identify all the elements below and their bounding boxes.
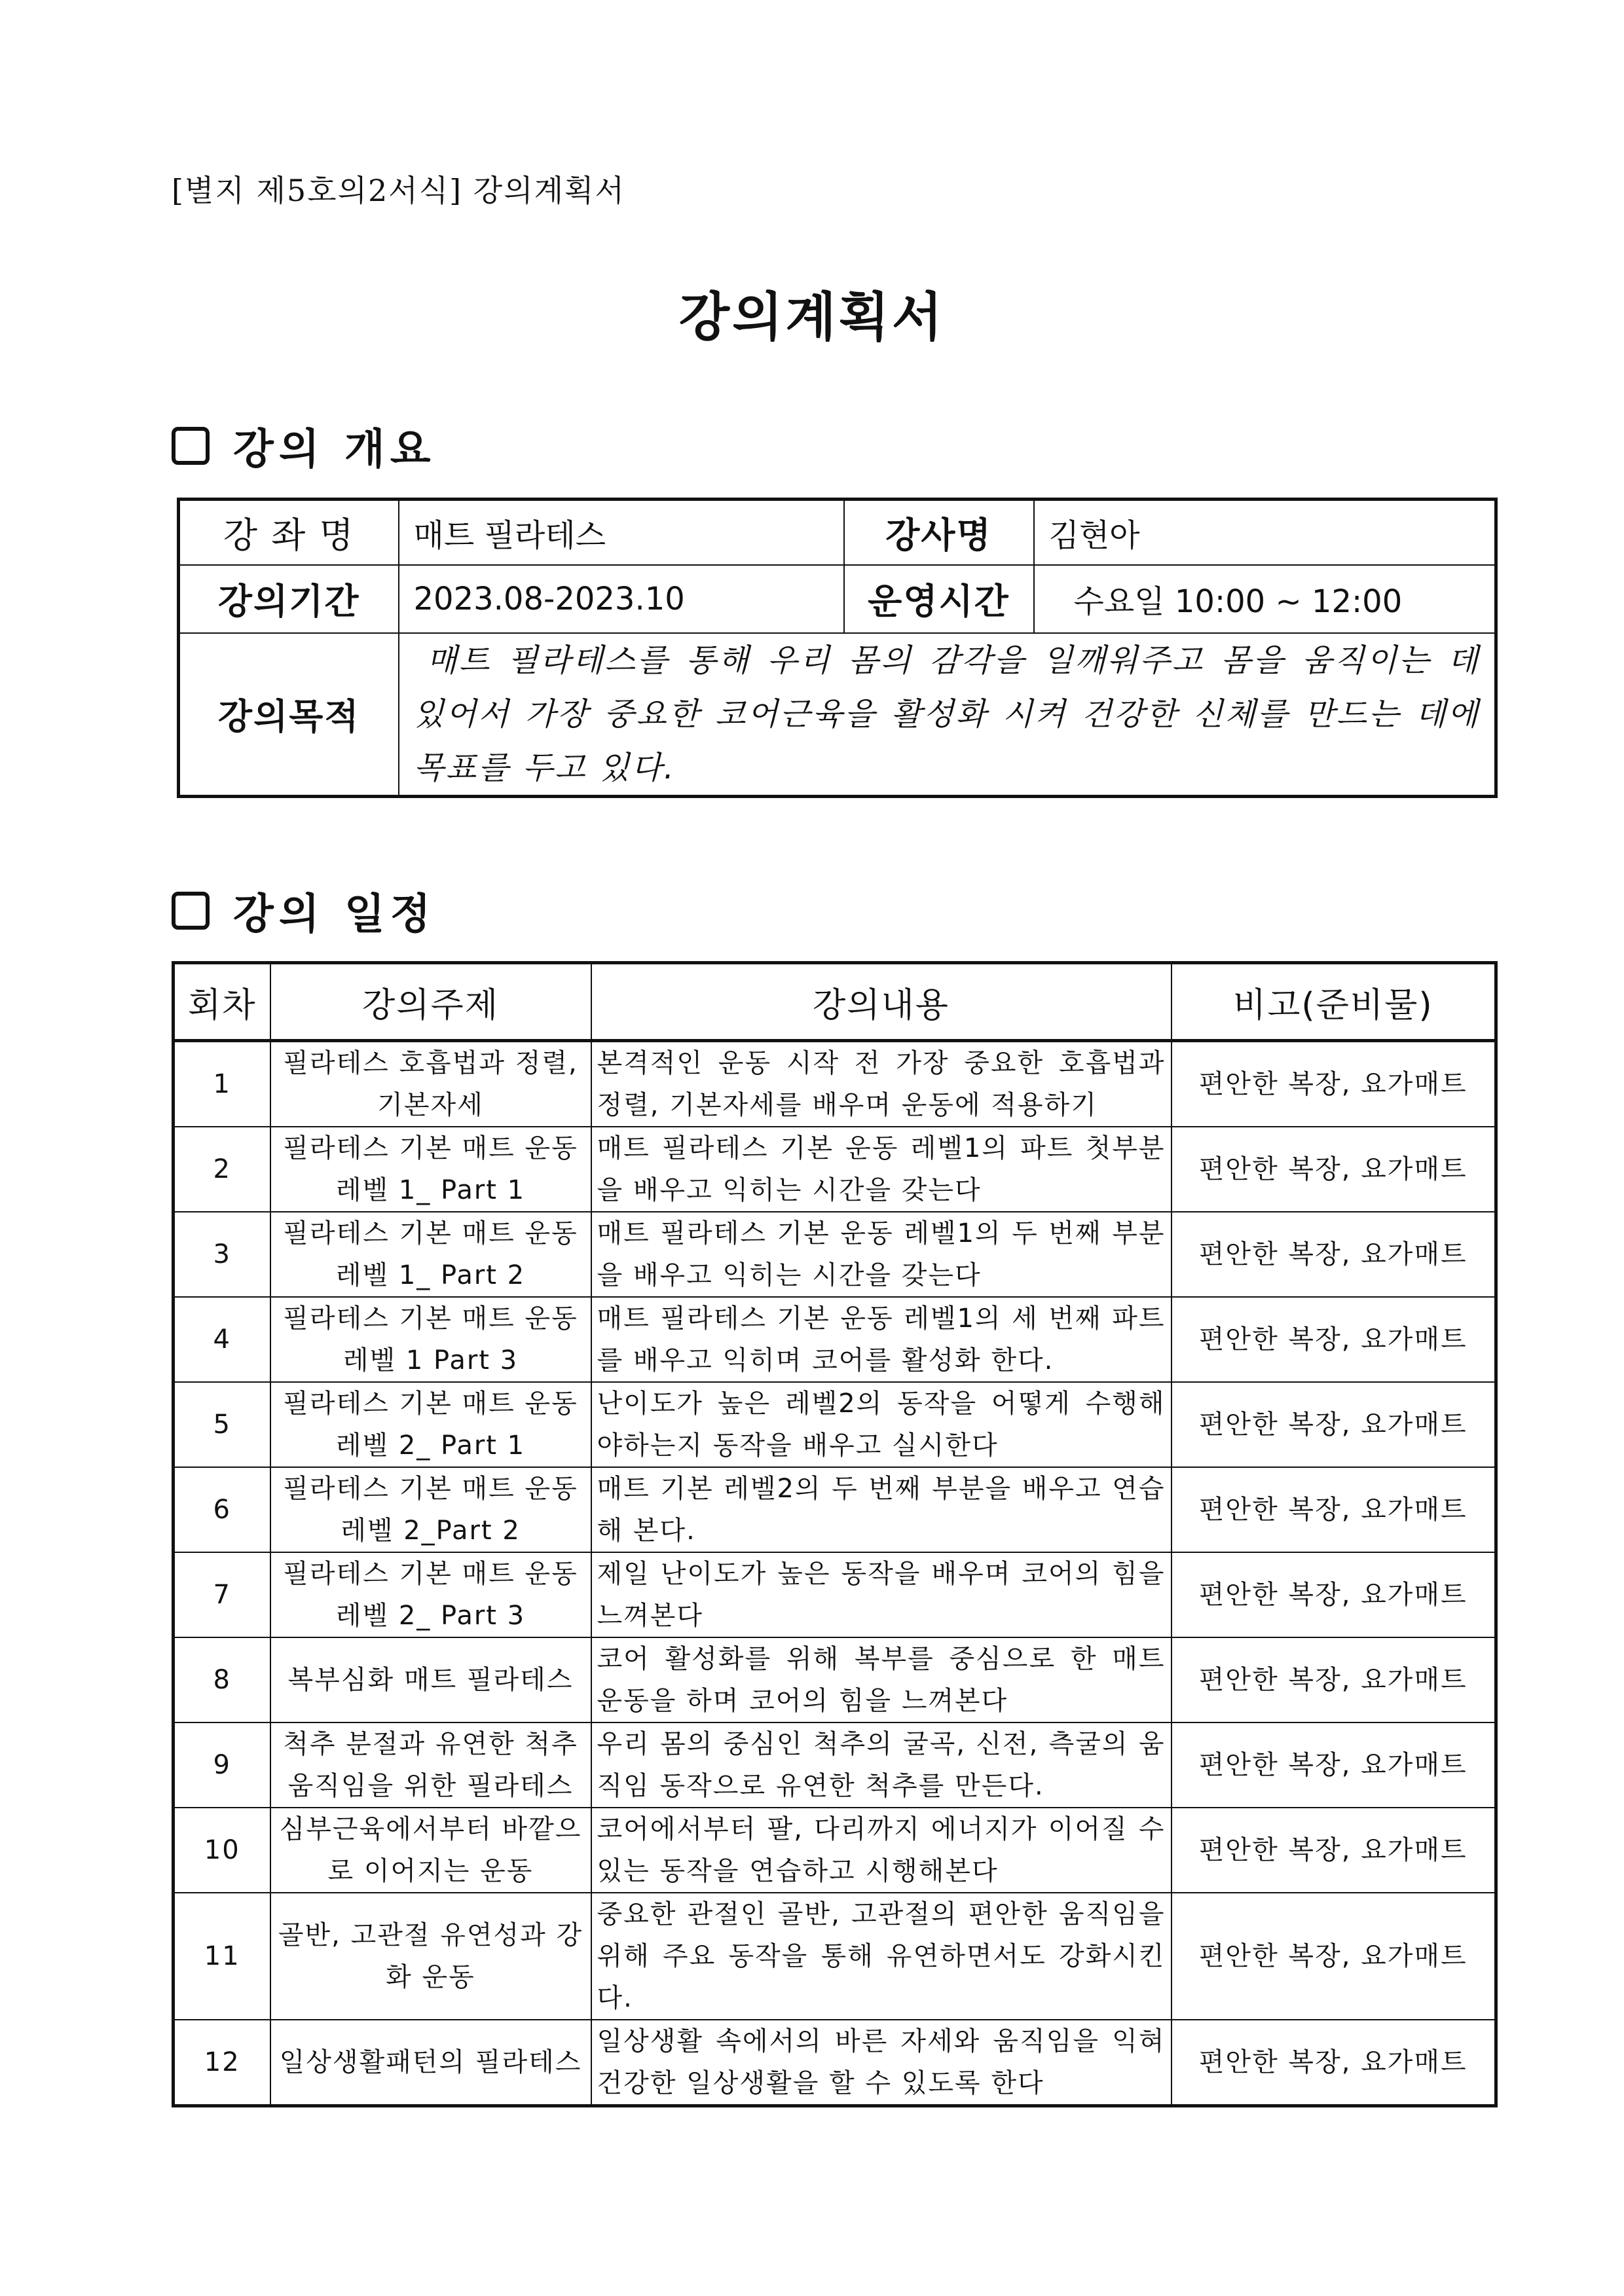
purpose-value: 매트 필라테스를 통해 우리 몸의 감각을 일깨워주고 몸을 움직이는 데 있어서 가장 중요한 코어근육을 활성화 시켜 건강한 신체를 만드는 데에 목표를 두고 있다. (399, 633, 1496, 797)
period-label: 강의기간 (179, 565, 399, 633)
session-topic: 필라테스 기본 매트 운동 레벨 1_ Part 2 (270, 1212, 591, 1297)
session-note: 편안한 복장, 요가매트 (1172, 1637, 1496, 1722)
instructor-value: 김현아 (1034, 500, 1496, 565)
time-label: 운영시간 (844, 565, 1034, 633)
session-content: 본격적인 운동 시작 전 가장 중요한 호흡법과 정렬, 기본자세를 배우며 운동에 적용하기 (591, 1041, 1172, 1127)
course-label: 강 좌 명 (179, 500, 399, 565)
header-session: 회차 (174, 963, 270, 1041)
session-number: 8 (174, 1637, 270, 1722)
section-heading-overview (172, 416, 436, 476)
schedule-table (172, 961, 1498, 2107)
session-number: 7 (174, 1552, 270, 1637)
session-topic: 골반, 고관절 유연성과 강화 운동 (270, 1893, 591, 2020)
session-note: 편안한 복장, 요가매트 (1172, 2020, 1496, 2106)
table-row (174, 1041, 1496, 1127)
session-note: 편안한 복장, 요가매트 (1172, 1041, 1496, 1127)
table-row (174, 1808, 1496, 1893)
instructor-label: 강사명 (844, 500, 1034, 565)
session-note: 편안한 복장, 요가매트 (1172, 1893, 1496, 2020)
time-value: 수요일 10:00 ~ 12:00 (1034, 565, 1496, 633)
session-note: 편안한 복장, 요가매트 (1172, 1467, 1496, 1552)
session-number: 2 (174, 1127, 270, 1212)
header-topic: 강의주제 (270, 963, 591, 1041)
table-row (174, 1552, 1496, 1637)
header-content: 강의내용 (591, 963, 1172, 1041)
session-topic: 척추 분절과 유연한 척추 움직임을 위한 필라테스 (270, 1722, 591, 1808)
session-content: 매트 필라테스 기본 운동 레벨1의 파트 첫부분을 배우고 익히는 시간을 갖는다 (591, 1127, 1172, 1212)
session-content: 제일 난이도가 높은 동작을 배우며 코어의 힘을 느껴본다 (591, 1552, 1172, 1637)
section-title-overview: 강의 개요 (233, 425, 436, 474)
session-topic: 심부근육에서부터 바깥으로 이어지는 운동 (270, 1808, 591, 1893)
table-row (174, 1467, 1496, 1552)
overview-row-purpose (179, 633, 1496, 797)
table-row (174, 1297, 1496, 1382)
session-content: 코어에서부터 팔, 다리까지 에너지가 이어질 수 있는 동작을 연습하고 시행해본다 (591, 1808, 1172, 1893)
session-topic: 필라테스 기본 매트 운동 레벨 1 Part 3 (270, 1297, 591, 1382)
table-row (174, 1722, 1496, 1808)
table-row (174, 2020, 1496, 2106)
table-row (174, 1637, 1496, 1722)
section-title-schedule: 강의 일정 (233, 890, 436, 939)
session-topic: 필라테스 기본 매트 운동 레벨 2_ Part 1 (270, 1382, 591, 1467)
session-note: 편안한 복장, 요가매트 (1172, 1212, 1496, 1297)
session-topic: 필라테스 호흡법과 정렬, 기본자세 (270, 1041, 591, 1127)
session-content: 우리 몸의 중심인 척추의 굴곡, 신전, 측굴의 움직임 동작으로 유연한 척추를 만든다. (591, 1722, 1172, 1808)
session-number: 3 (174, 1212, 270, 1297)
overview-row-period (179, 565, 1496, 633)
session-note: 편안한 복장, 요가매트 (1172, 1552, 1496, 1637)
table-row (174, 1893, 1496, 2020)
session-number: 12 (174, 2020, 270, 2106)
overview-row-course (179, 500, 1496, 565)
session-content: 매트 필라테스 기본 운동 레벨1의 세 번째 파트를 배우고 익히며 코어를 활성화 한다. (591, 1297, 1172, 1382)
checkbox-icon (172, 892, 210, 930)
session-content: 일상생활 속에서의 바른 자세와 움직임을 익혀 건강한 일상생활을 할 수 있도록 한다 (591, 2020, 1172, 2106)
header-note: 비고(준비물) (1172, 963, 1496, 1041)
session-content: 난이도가 높은 레벨2의 동작을 어떻게 수행해야하는지 동작을 배우고 실시한다 (591, 1382, 1172, 1467)
session-number: 11 (174, 1893, 270, 2020)
checkbox-icon (172, 427, 210, 465)
session-note: 편안한 복장, 요가매트 (1172, 1722, 1496, 1808)
session-number: 1 (174, 1041, 270, 1127)
document-title: 강의계획서 (678, 286, 946, 348)
session-number: 9 (174, 1722, 270, 1808)
section-heading-schedule (172, 881, 436, 941)
session-number: 4 (174, 1297, 270, 1382)
session-content: 중요한 관절인 골반, 고관절의 편안한 움직임을 위해 주요 동작을 통해 유연하면서도 강화시킨다. (591, 1893, 1172, 2020)
table-row (174, 1212, 1496, 1297)
table-row (174, 1382, 1496, 1467)
session-topic: 필라테스 기본 매트 운동 레벨 2_ Part 3 (270, 1552, 591, 1637)
overview-table (177, 498, 1498, 798)
session-note: 편안한 복장, 요가매트 (1172, 1382, 1496, 1467)
session-topic: 필라테스 기본 매트 운동 레벨 1_ Part 1 (270, 1127, 591, 1212)
form-header: [별지 제5호의2서식] 강의계획서 (172, 173, 625, 208)
session-content: 매트 기본 레벨2의 두 번째 부분을 배우고 연습해 본다. (591, 1467, 1172, 1552)
session-topic: 필라테스 기본 매트 운동 레벨 2_Part 2 (270, 1467, 591, 1552)
session-note: 편안한 복장, 요가매트 (1172, 1297, 1496, 1382)
session-number: 5 (174, 1382, 270, 1467)
period-value: 2023.08-2023.10 (399, 565, 844, 633)
session-topic: 일상생활패턴의 필라테스 (270, 2020, 591, 2106)
table-row (174, 1127, 1496, 1212)
schedule-header-row (174, 963, 1496, 1041)
session-content: 매트 필라테스 기본 운동 레벨1의 두 번째 부분을 배우고 익히는 시간을 갖는다 (591, 1212, 1172, 1297)
session-content: 코어 활성화를 위해 복부를 중심으로 한 매트 운동을 하며 코어의 힘을 느껴본다 (591, 1637, 1172, 1722)
session-note: 편안한 복장, 요가매트 (1172, 1127, 1496, 1212)
session-number: 10 (174, 1808, 270, 1893)
session-note: 편안한 복장, 요가매트 (1172, 1808, 1496, 1893)
course-value: 매트 필라테스 (399, 500, 844, 565)
session-number: 6 (174, 1467, 270, 1552)
purpose-label: 강의목적 (179, 633, 399, 797)
session-topic: 복부심화 매트 필라테스 (270, 1637, 591, 1722)
